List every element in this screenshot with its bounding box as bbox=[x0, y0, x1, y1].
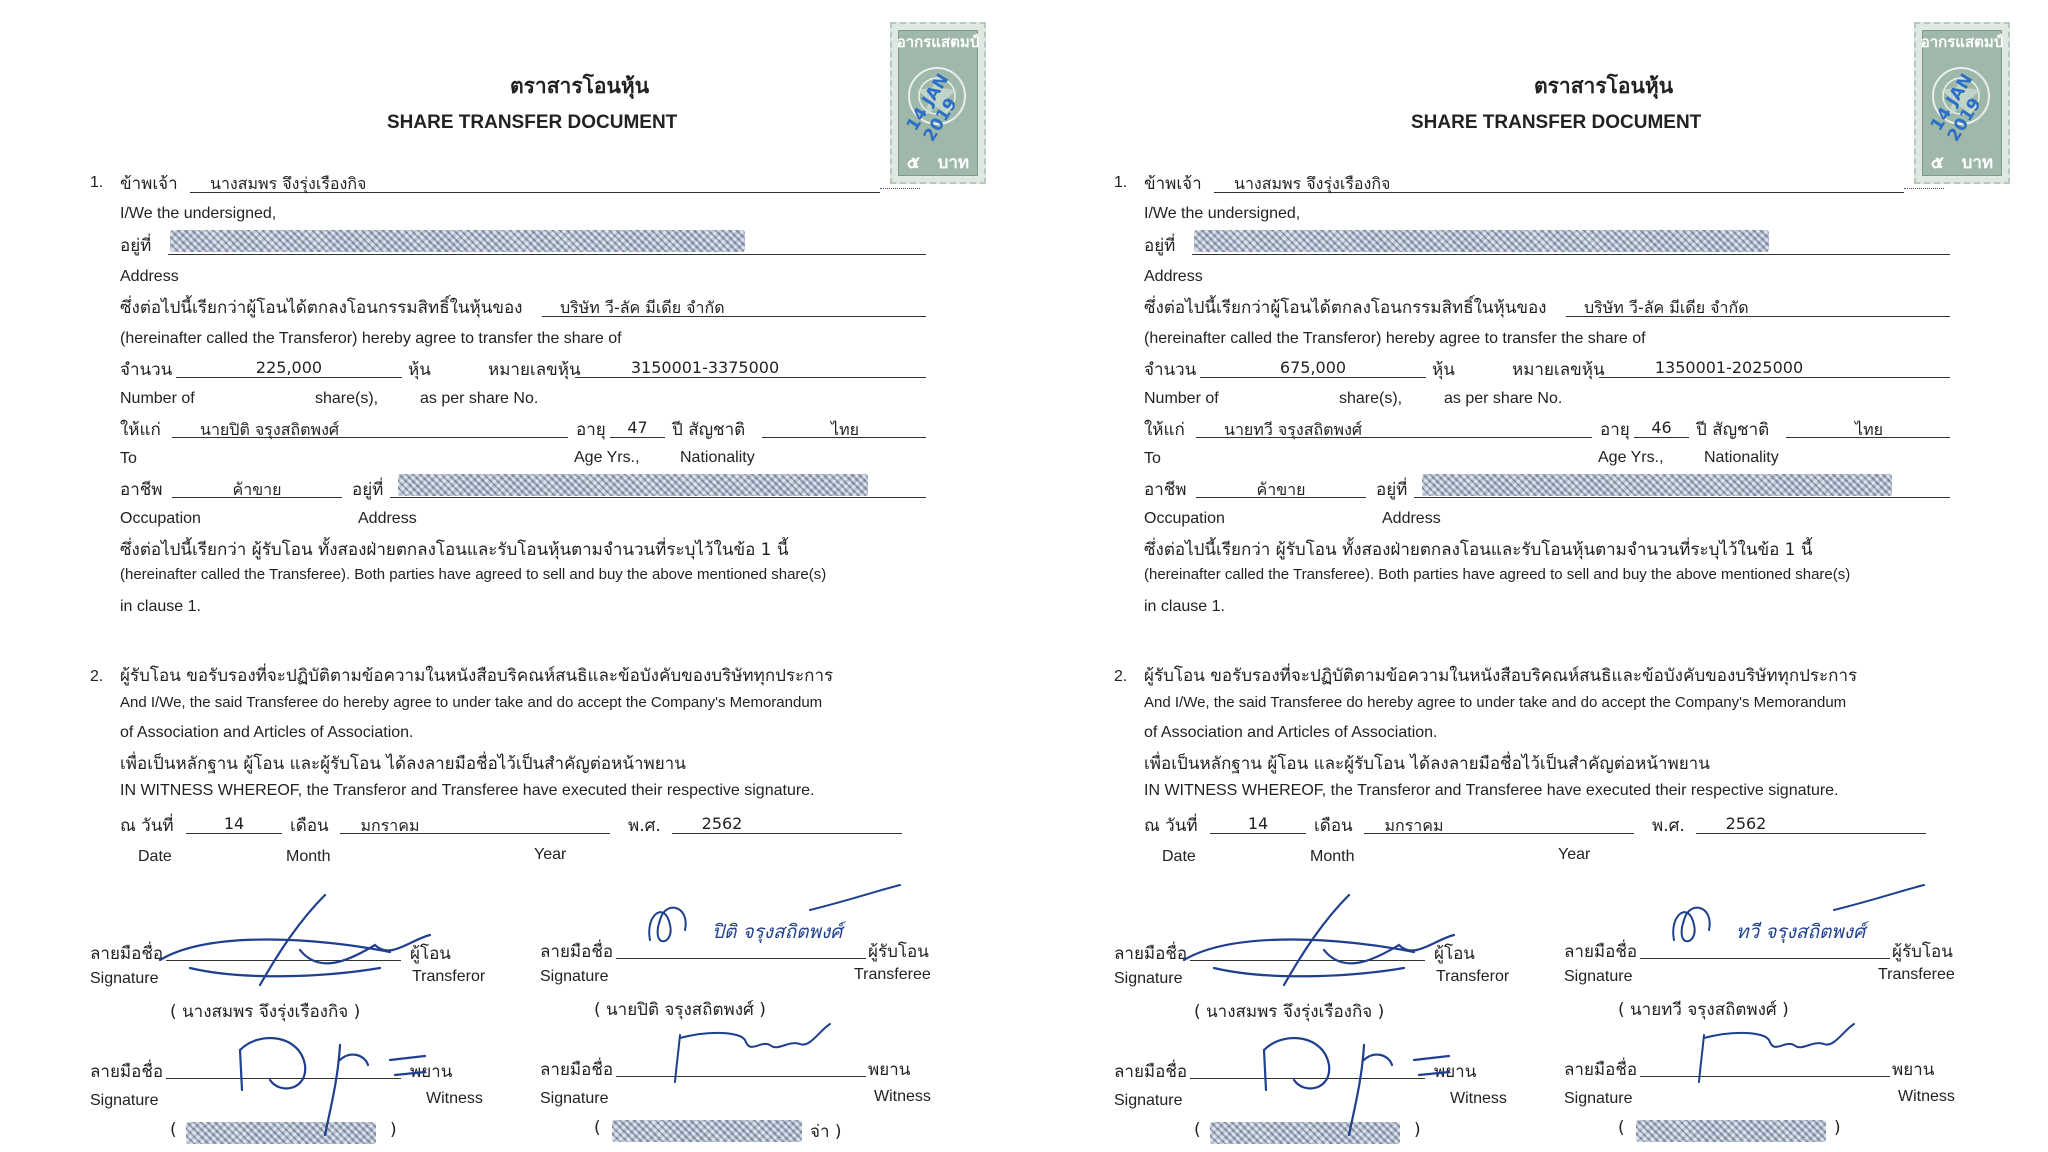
stamp-top-text: อากรแสตมป์ bbox=[1920, 33, 2004, 51]
signature-en-witness2: Signature bbox=[1564, 1090, 1633, 1107]
signature-label-transferee: ลายมือชื่อ bbox=[540, 942, 614, 962]
as-per-label: as per share No. bbox=[420, 390, 539, 407]
transferee-nationality: ไทย bbox=[831, 420, 859, 439]
date-en-label: Date bbox=[1162, 848, 1196, 865]
nationality-label: ปี สัญชาติ bbox=[672, 420, 746, 440]
date-day: 14 bbox=[223, 814, 245, 833]
redacted-witness2-name bbox=[612, 1120, 802, 1142]
title-thai: ตราสารโอนหุ้น bbox=[510, 74, 650, 98]
share-amount: 225,000 bbox=[255, 358, 323, 377]
witness-en: IN WITNESS WHEREOF, the Transferor and Transferee have executed their respective signature. bbox=[120, 782, 815, 799]
address2-en-label: Address bbox=[358, 510, 417, 527]
title-english: SHARE TRANSFER DOCUMENT bbox=[1411, 112, 1702, 133]
i-we-label: I/We the undersigned, bbox=[1144, 205, 1301, 222]
share-transfer-document bbox=[1114, 0, 2004, 1152]
signature-label-witness1: ลายมือชื่อ bbox=[90, 1062, 164, 1082]
hereinafter-en: (hereinafter called the Transferor) hereby agree to transfer the share of bbox=[1144, 330, 1646, 347]
signature-en-transferor: Signature bbox=[1114, 970, 1183, 987]
witness1-role-en: Witness bbox=[1450, 1090, 1507, 1107]
transferor-name: นางสมพร จึงรุ่งเรืองกิจ bbox=[210, 174, 367, 193]
transferee-name: นายปิติ จรุงสถิตพงศ์ bbox=[200, 420, 340, 439]
amount-label: จำนวน bbox=[1144, 360, 1197, 380]
signature-en-transferor: Signature bbox=[90, 970, 159, 987]
age-label: อายุ bbox=[576, 420, 606, 440]
company-name: บริษัท วี-ลัค มีเดีย จำกัด bbox=[1584, 298, 1749, 317]
transferee-signature bbox=[1654, 880, 1944, 970]
transferor-role-th: ผู้โอน bbox=[410, 944, 451, 964]
nationality-label: ปี สัญชาติ bbox=[1696, 420, 1770, 440]
transferee-role-th: ผู้รับโอน bbox=[868, 942, 929, 962]
date-year: 2562 bbox=[1725, 814, 1767, 833]
svg-text:ทวี จรุงสถิตพงศ์: ทวี จรุงสถิตพงศ์ bbox=[1736, 921, 1866, 943]
witness-en: IN WITNESS WHEREOF, the Transferor and Transferee have executed their respective signature. bbox=[1144, 782, 1839, 799]
transferor-signature bbox=[1174, 890, 1494, 1010]
stamp-value: ๕ บาท bbox=[906, 153, 970, 173]
year-en-label: Year bbox=[1558, 846, 1591, 863]
to-label: ให้แก่ bbox=[120, 420, 161, 440]
transferor-name: นางสมพร จึงรุ่งเรืองกิจ bbox=[1234, 174, 1391, 193]
signature-label-transferor: ลายมือชื่อ bbox=[90, 944, 164, 964]
to-label: ให้แก่ bbox=[1144, 420, 1185, 440]
witness1-role-th: พยาน bbox=[410, 1062, 453, 1082]
revenue-stamp bbox=[1914, 22, 2010, 184]
date-label: ณ วันที่ bbox=[1144, 816, 1198, 836]
witness1-close-paren: ) bbox=[1414, 1120, 1421, 1140]
signature-en-witness2: Signature bbox=[540, 1090, 609, 1107]
occupation-en-label: Occupation bbox=[120, 510, 201, 527]
witness-thai: เพื่อเป็นหลักฐาน ผู้โอน และผู้รับโอน ได้ลงลายมือชื่อไว้เป็นสำคัญต่อหน้าพยาน bbox=[120, 754, 686, 774]
amount-label: จำนวน bbox=[120, 360, 173, 380]
date-label: ณ วันที่ bbox=[120, 816, 174, 836]
transferee-role-en: Transferee bbox=[1878, 966, 1955, 983]
share-number-label: หมายเลขหุ้น bbox=[1512, 360, 1605, 380]
address2-label: อยู่ที่ bbox=[352, 480, 384, 500]
transferor-signature bbox=[150, 890, 470, 1010]
signature-en-witness1: Signature bbox=[90, 1092, 159, 1109]
transferee-occupation: ค้าขาย bbox=[1256, 480, 1306, 499]
hereinafter-thai: ซึ่งต่อไปนี้เรียกว่าผู้โอนได้ตกลงโอนกรรมสิทธิ์ในหุ้นของ bbox=[1144, 298, 1547, 318]
month-label: เดือน bbox=[290, 816, 329, 836]
witness1-role-th: พยาน bbox=[1434, 1062, 1477, 1082]
redacted-transferee-address bbox=[1422, 474, 1892, 496]
svg-text:ปิติ จรุงสถิตพงศ์: ปิติ จรุงสถิตพงศ์ bbox=[712, 921, 843, 943]
i-we-label: I/We the undersigned, bbox=[120, 205, 277, 222]
clause-2-en-line2: of Association and Articles of Association. bbox=[1144, 724, 1438, 741]
signature-label-witness1: ลายมือชื่อ bbox=[1114, 1062, 1188, 1082]
month-label: เดือน bbox=[1314, 816, 1353, 836]
hereinafter-thai: ซึ่งต่อไปนี้เรียกว่าผู้โอนได้ตกลงโอนกรรมสิทธิ์ในหุ้นของ bbox=[120, 298, 523, 318]
address2-en-label: Address bbox=[1382, 510, 1441, 527]
occupation-label: อาชีพ bbox=[120, 480, 163, 500]
share-number-range: 1350001-2025000 bbox=[1654, 358, 1804, 377]
as-per-label: as per share No. bbox=[1444, 390, 1563, 407]
clause-2-number: 2. bbox=[1114, 668, 1128, 685]
signature-label-witness2: ลายมือชื่อ bbox=[1564, 1060, 1638, 1080]
hereinafter-en: (hereinafter called the Transferor) hereby agree to transfer the share of bbox=[120, 330, 622, 347]
transferee-role-en: Transferee bbox=[854, 966, 931, 983]
witness2-signature bbox=[650, 1020, 870, 1090]
share-amount: 675,000 bbox=[1279, 358, 1347, 377]
share-number-range: 3150001-3375000 bbox=[630, 358, 780, 377]
share-transfer-document bbox=[90, 0, 980, 1152]
title-thai: ตราสารโอนหุ้น bbox=[1534, 74, 1674, 98]
title-english: SHARE TRANSFER DOCUMENT bbox=[387, 112, 678, 133]
signature-label-transferee: ลายมือชื่อ bbox=[1564, 942, 1638, 962]
witness1-open-paren: ( bbox=[1194, 1120, 1201, 1140]
address-label: อยู่ที่ bbox=[120, 236, 152, 256]
year-en-label: Year bbox=[534, 846, 567, 863]
transferee-occupation: ค้าขาย bbox=[232, 480, 282, 499]
in-clause-label: in clause 1. bbox=[1144, 598, 1225, 615]
signature-en-witness1: Signature bbox=[1114, 1092, 1183, 1109]
number-of-label: Number of bbox=[120, 390, 195, 407]
year-label: พ.ศ. bbox=[1652, 816, 1685, 836]
signature-label-witness2: ลายมือชื่อ bbox=[540, 1060, 614, 1080]
transferee-name: นายทวี จรุงสถิตพงศ์ bbox=[1224, 420, 1363, 439]
stamp-top-text: อากรแสตมป์ bbox=[896, 33, 980, 51]
address-label: อยู่ที่ bbox=[1144, 236, 1176, 256]
cancellation-overprint: 14 JAN 2019 bbox=[902, 70, 962, 146]
transferee-en-text: (hereinafter called the Transferee). Both parties have agreed to sell and buy the above mentioned share(s) bbox=[120, 566, 827, 583]
transferee-thai-text: ซึ่งต่อไปนี้เรียกว่า ผู้รับโอน ทั้งสองฝ่ายตกลงโอนและรับโอนหุ้นตามจำนวนที่ระบุไว้ในข้อ 1 นี้ bbox=[1144, 540, 1813, 560]
witness2-open-paren: ( bbox=[594, 1118, 601, 1138]
transferee-thai-text: ซึ่งต่อไปนี้เรียกว่า ผู้รับโอน ทั้งสองฝ่ายตกลงโอนและรับโอนหุ้นตามจำนวนที่ระบุไว้ในข้อ 1 นี้ bbox=[120, 540, 789, 560]
shares-label: หุ้น bbox=[408, 360, 431, 380]
witness2-suffix: จ่า ) bbox=[810, 1122, 842, 1142]
transferor-printed-name: ( นางสมพร จึงรุ่งเรืองกิจ ) bbox=[1194, 1002, 1385, 1022]
redacted-address bbox=[1194, 230, 1769, 252]
signature-en-transferee: Signature bbox=[540, 968, 609, 985]
signature-label-transferor: ลายมือชื่อ bbox=[1114, 944, 1188, 964]
month-en-label: Month bbox=[1310, 848, 1355, 865]
witness2-role-th: พยาน bbox=[1892, 1060, 1935, 1080]
clause-2-en-line1: And I/We, the said Transferee do hereby agree to under take and do accept the Company's Memorandum bbox=[120, 694, 823, 711]
address-en-label: Address bbox=[120, 268, 179, 285]
year-label: พ.ศ. bbox=[628, 816, 661, 836]
clause-2-thai: ผู้รับโอน ขอรับรองที่จะปฏิบัติตามข้อความในหนังสือบริคณห์สนธิและข้อบังคับของบริษัททุกประการ bbox=[1144, 666, 1858, 686]
company-name: บริษัท วี-ลัค มีเดีย จำกัด bbox=[560, 298, 725, 317]
stamp-value: ๕ บาท bbox=[1930, 153, 1994, 173]
nationality-en-label: Nationality bbox=[680, 449, 755, 466]
shares-en-label: share(s), bbox=[1339, 390, 1403, 407]
clause-2-en-line1: And I/We, the said Transferee do hereby agree to under take and do accept the Company's Memorandum bbox=[1144, 694, 1847, 711]
month-en-label: Month bbox=[286, 848, 331, 865]
transferee-printed-name: ( นายทวี จรุงสถิตพงศ์ ) bbox=[1618, 1000, 1789, 1020]
clause-2-number: 2. bbox=[90, 668, 104, 685]
number-of-label: Number of bbox=[1144, 390, 1219, 407]
to-en-label: To bbox=[120, 450, 137, 467]
clause-number: 1. bbox=[1114, 174, 1128, 191]
date-month: มกราคม bbox=[1384, 816, 1444, 835]
date-year: 2562 bbox=[701, 814, 743, 833]
transferor-role-en: Transferor bbox=[1436, 968, 1510, 985]
cancellation-overprint: 14 JAN 2019 bbox=[1926, 70, 1986, 146]
clause-2-en-line2: of Association and Articles of Association. bbox=[120, 724, 414, 741]
address2-label: อยู่ที่ bbox=[1376, 480, 1408, 500]
address-en-label: Address bbox=[1144, 268, 1203, 285]
transferee-age: 46 bbox=[1651, 418, 1672, 437]
transferor-printed-name: ( นางสมพร จึงรุ่งเรืองกิจ ) bbox=[170, 1002, 361, 1022]
transferee-en-text: (hereinafter called the Transferee). Both parties have agreed to sell and buy the above mentioned share(s) bbox=[1144, 566, 1851, 583]
i-label: ข้าพเจ้า bbox=[120, 174, 178, 194]
age-en-label: Age Yrs., bbox=[1598, 449, 1664, 466]
occupation-en-label: Occupation bbox=[1144, 510, 1225, 527]
shares-label: หุ้น bbox=[1432, 360, 1455, 380]
age-en-label: Age Yrs., bbox=[574, 449, 640, 466]
i-label: ข้าพเจ้า bbox=[1144, 174, 1202, 194]
redacted-transferee-address bbox=[398, 474, 868, 496]
occupation-label: อาชีพ bbox=[1144, 480, 1187, 500]
witness1-close-paren: ) bbox=[390, 1120, 397, 1140]
clause-2-thai: ผู้รับโอน ขอรับรองที่จะปฏิบัติตามข้อความในหนังสือบริคณห์สนธิและข้อบังคับของบริษัททุกประการ bbox=[120, 666, 834, 686]
share-number-label: หมายเลขหุ้น bbox=[488, 360, 581, 380]
clause-number: 1. bbox=[90, 174, 104, 191]
date-en-label: Date bbox=[138, 848, 172, 865]
age-label: อายุ bbox=[1600, 420, 1630, 440]
witness2-role-en: Witness bbox=[1898, 1088, 1955, 1105]
witness2-role-en: Witness bbox=[874, 1088, 931, 1105]
date-day: 14 bbox=[1247, 814, 1269, 833]
shares-en-label: share(s), bbox=[315, 390, 379, 407]
redacted-witness2-name bbox=[1636, 1120, 1826, 1142]
transferor-role-th: ผู้โอน bbox=[1434, 944, 1475, 964]
transferee-age: 47 bbox=[627, 418, 648, 437]
transferee-printed-name: ( นายปิติ จรุงสถิตพงศ์ ) bbox=[594, 1000, 766, 1020]
date-month: มกราคม bbox=[360, 816, 420, 835]
witness2-suffix: ) bbox=[1834, 1118, 1841, 1138]
witness2-open-paren: ( bbox=[1618, 1118, 1625, 1138]
transferee-signature bbox=[630, 880, 920, 970]
redacted-address bbox=[170, 230, 745, 252]
transferee-nationality: ไทย bbox=[1855, 420, 1883, 439]
transferor-role-en: Transferor bbox=[412, 968, 486, 985]
revenue-stamp bbox=[890, 22, 986, 184]
witness2-signature bbox=[1674, 1020, 1894, 1090]
witness2-role-th: พยาน bbox=[868, 1060, 911, 1080]
in-clause-label: in clause 1. bbox=[120, 598, 201, 615]
nationality-en-label: Nationality bbox=[1704, 449, 1779, 466]
to-en-label: To bbox=[1144, 450, 1161, 467]
witness1-signature bbox=[220, 1020, 453, 1140]
transferee-role-th: ผู้รับโอน bbox=[1892, 942, 1953, 962]
witness1-signature bbox=[1244, 1020, 1477, 1140]
witness1-role-en: Witness bbox=[426, 1090, 483, 1107]
witness-thai: เพื่อเป็นหลักฐาน ผู้โอน และผู้รับโอน ได้ลงลายมือชื่อไว้เป็นสำคัญต่อหน้าพยาน bbox=[1144, 754, 1710, 774]
witness1-open-paren: ( bbox=[170, 1120, 177, 1140]
signature-en-transferee: Signature bbox=[1564, 968, 1633, 985]
